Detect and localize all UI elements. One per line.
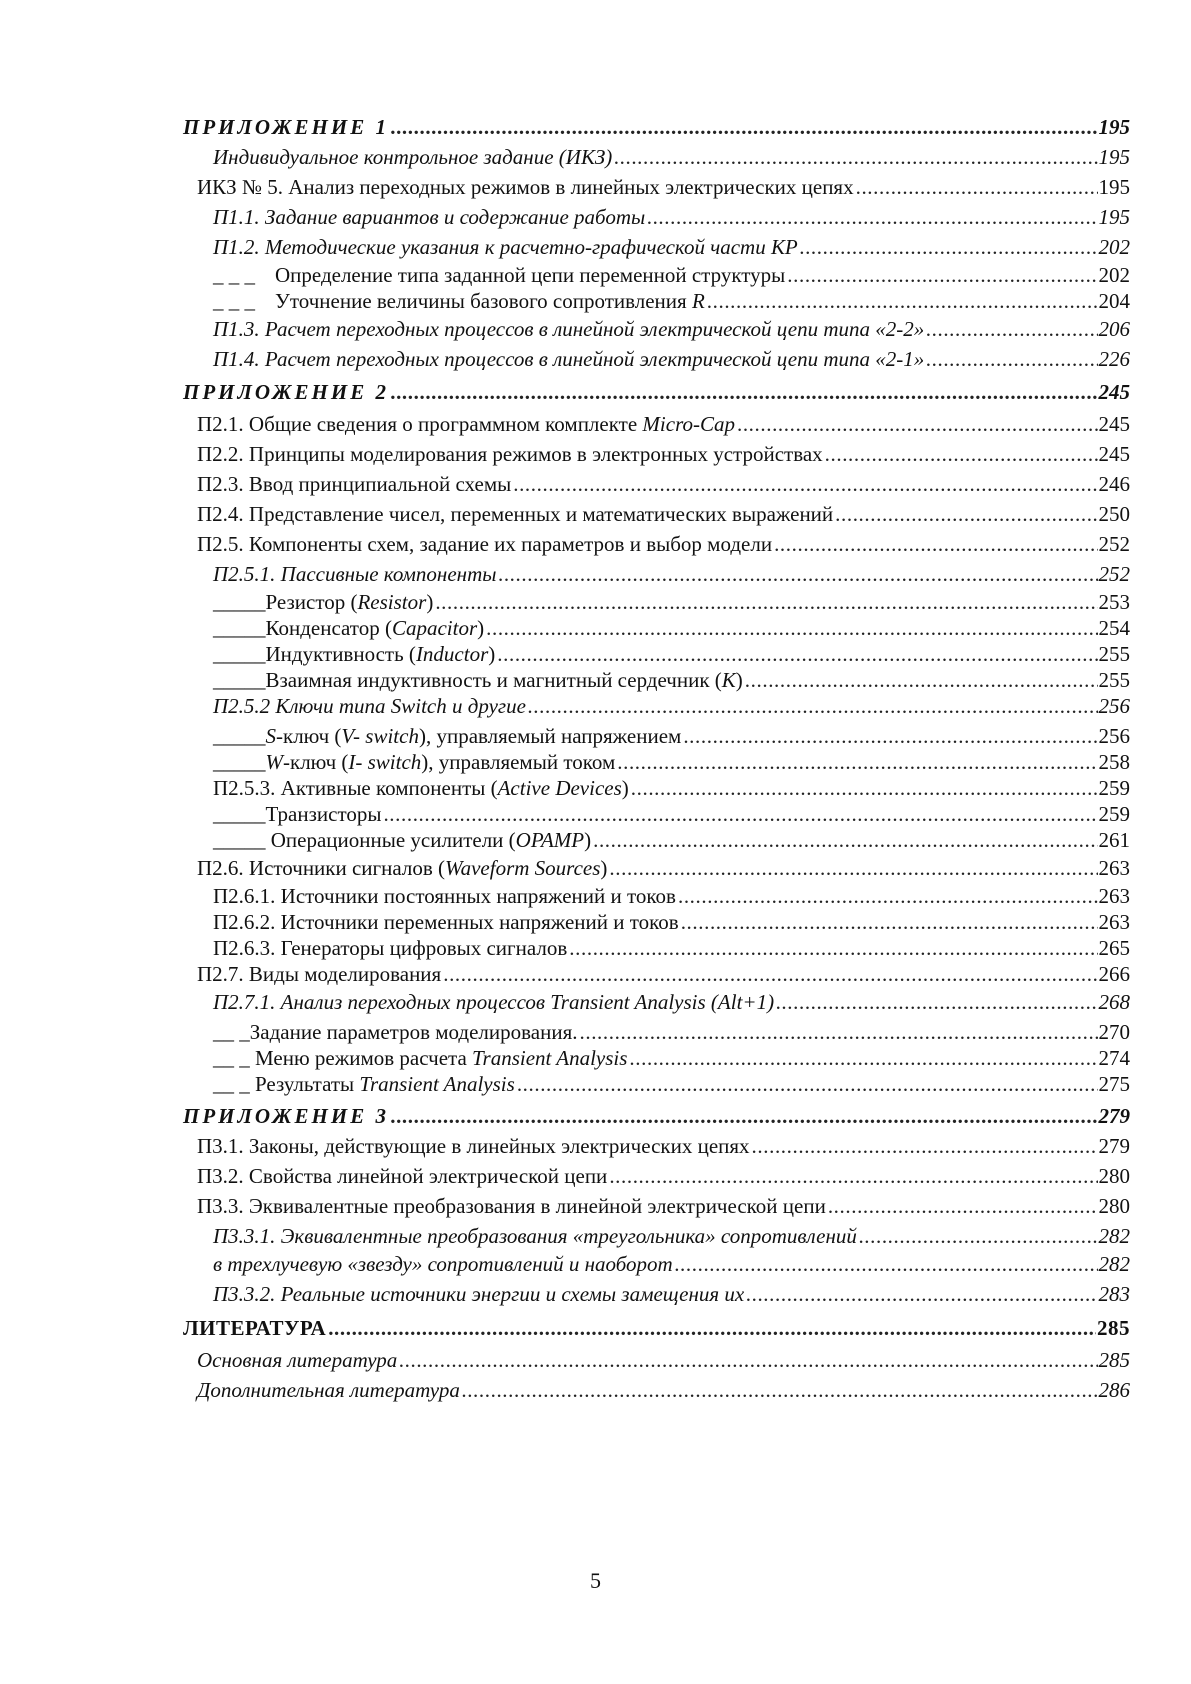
toc-entry-text-italic: K (721, 668, 736, 692)
toc-entry-text: П3.3.2. Реальные источники энергии и схемы замещения их (213, 1282, 745, 1306)
dot-leader (675, 1251, 1098, 1277)
toc-entry-title (197, 411, 737, 437)
toc-entry-page: 246 (1098, 472, 1130, 496)
toc-entry-text-end: ) (735, 668, 743, 692)
toc-entry-title (197, 1133, 752, 1159)
toc-entry-page: 259 (1098, 802, 1130, 826)
toc-entry-text: Операционные усилители ( (265, 828, 516, 852)
toc-entry-title (183, 379, 391, 405)
toc-entry-page: 258 (1098, 750, 1130, 774)
toc-entry-text: П2.6.2. Источники переменных напряжений и токов (213, 910, 679, 934)
toc-heading-entry (183, 1099, 1130, 1129)
toc-entry-page: 265 (1098, 936, 1130, 960)
toc-entry-text: П3.2. Свойства линейной электрической цепи (197, 1164, 608, 1188)
toc-entry-text-italic: W (265, 750, 283, 774)
toc-entry-title (213, 827, 593, 853)
dot-leader (513, 471, 1097, 497)
toc-entry-page: 252 (1098, 532, 1130, 556)
toc-entry-prefix: _ _ _ (213, 289, 255, 313)
dot-leader (391, 114, 1098, 140)
page-number: 5 (590, 1568, 601, 1593)
toc-entry-text: П2.5.1. Пассивные компоненты (213, 562, 497, 586)
toc-entry-title (213, 1281, 746, 1307)
toc-entry-title (183, 1103, 391, 1129)
toc-entry-text: П2.4. Представление чисел, переменных и математических выражений (197, 502, 834, 526)
toc-entry-page: 245 (1098, 442, 1130, 466)
toc-entry (213, 823, 1130, 853)
toc-entry-title (197, 531, 774, 557)
toc-entry-title (197, 471, 513, 497)
toc-entry-prefix: _____ (213, 590, 266, 614)
toc-entry (213, 230, 1130, 260)
toc-entry-text-end: ), управляемый током (421, 750, 616, 774)
toc-entry-page: 261 (1098, 828, 1130, 852)
dot-leader (926, 316, 1097, 342)
dot-leader (800, 234, 1098, 260)
toc-heading-entry (183, 110, 1130, 140)
toc-entry-title (213, 144, 614, 170)
toc-entry (213, 689, 1130, 719)
toc-entry-text: Меню режимов расчета (249, 1046, 473, 1070)
dot-leader (707, 288, 1098, 314)
toc-entry-page: 285 (1097, 1316, 1130, 1340)
toc-entry-page: 263 (1098, 884, 1130, 908)
toc-entry (213, 312, 1130, 342)
toc-entry-text-end: ) (426, 590, 434, 614)
toc-entry-text: П2.5. Компоненты схем, задание их параметров и выбор модели (197, 532, 773, 556)
dot-leader (593, 827, 1097, 853)
toc-entry-text: П2.5.3. Активные компоненты ( (213, 776, 498, 800)
toc-entry-page: 263 (1098, 910, 1130, 934)
toc-entry-page: 250 (1098, 502, 1130, 526)
dot-leader (737, 411, 1098, 437)
toc-entry-page: 195 (1098, 145, 1130, 169)
toc-entry (197, 1373, 1130, 1403)
toc-entry-text-italic: S (265, 724, 276, 748)
dot-leader (528, 693, 1098, 719)
toc-entry-text: Дополнительная литература (197, 1378, 460, 1402)
dot-leader (859, 1223, 1098, 1249)
toc-entry-text: П2.3. Ввод принципиальной схемы (197, 472, 512, 496)
toc-entry-text: Задание параметров моделирования. (249, 1020, 578, 1044)
toc-entry-title (197, 1163, 609, 1189)
toc-entry-page: 253 (1098, 590, 1130, 614)
toc-entry-title (213, 1251, 675, 1277)
dot-leader (609, 855, 1097, 881)
toc-entry-text: ПРИЛОЖЕНИЕ 3 (183, 1104, 389, 1128)
toc-entry-page: 275 (1098, 1072, 1130, 1096)
toc-entry-prefix: __ _ (213, 1072, 250, 1096)
dot-leader (856, 174, 1098, 200)
toc-entry-text-end: ) (488, 642, 496, 666)
toc-entry-page: 202 (1098, 263, 1130, 287)
toc-entry-text-italic: V- switch (341, 724, 419, 748)
toc-entry-title (197, 961, 443, 987)
toc-entry-text-italic: Inductor (415, 642, 489, 666)
toc-entry-title (197, 855, 609, 881)
toc-entry-text: ИКЗ № 5. Анализ переходных режимов в линейных электрических цепях (197, 175, 854, 199)
toc-entry-page: 252 (1098, 562, 1130, 586)
dot-leader (443, 961, 1097, 987)
toc-entry-page: 279 (1098, 1104, 1130, 1128)
toc-entry (213, 1219, 1130, 1249)
toc-entry-text: П2.1. Общие сведения о программном комплекте (197, 412, 643, 436)
toc-entry-text-italic: Waveform Sources (445, 856, 601, 880)
toc-entry (213, 1247, 1130, 1277)
toc-entry-title (197, 1193, 828, 1219)
toc-entry-page: 282 (1098, 1224, 1130, 1248)
toc-entry (197, 467, 1130, 497)
dot-leader (647, 204, 1097, 230)
toc-entry-page: 195 (1098, 175, 1130, 199)
dot-leader (825, 441, 1098, 467)
toc-entry-prefix: _____ (213, 642, 266, 666)
toc-entry-text-end: ) (584, 828, 592, 852)
toc-entry-text: Результаты (249, 1072, 360, 1096)
toc-entry-text-italic: Micro-Cap (642, 412, 735, 436)
toc-entry-prefix: _ _ _ (213, 263, 255, 287)
toc-entry (213, 1277, 1130, 1307)
toc-entry-text-italic: Active Devices (497, 776, 622, 800)
toc-entry-page: 256 (1098, 694, 1130, 718)
toc-entry-page: 282 (1098, 1252, 1130, 1276)
toc-entry-prefix: _____ (213, 616, 266, 640)
toc-entry-title (213, 204, 647, 230)
toc-entry (197, 1343, 1130, 1373)
toc-entry-text: ПРИЛОЖЕНИЕ 1 (183, 115, 389, 139)
toc-entry-page: 280 (1098, 1164, 1130, 1188)
dot-leader (462, 1377, 1098, 1403)
toc-entry-text: П2.5.2 Ключи типа Switch и другие (213, 694, 526, 718)
dot-leader (746, 1281, 1097, 1307)
toc-entry-prefix: __ _ (213, 1020, 250, 1044)
toc-entry-text: П1.3. Расчет переходных процессов в линейной электрической цепи типа «2-2» (213, 317, 925, 341)
toc-entry-text-italic: Capacitor (391, 616, 478, 640)
toc-entry-title (213, 346, 926, 372)
dot-leader (498, 561, 1097, 587)
toc-entry-page: 256 (1098, 724, 1130, 748)
toc-entry (197, 851, 1130, 881)
toc-entry-text-italic: I- switch (348, 750, 422, 774)
toc-entry (213, 342, 1130, 372)
toc-entry-prefix: _____ (213, 668, 266, 692)
toc-entry-page: 255 (1098, 642, 1130, 666)
toc-entry-title (213, 1223, 859, 1249)
toc-entry-title (197, 174, 856, 200)
toc-entry-page: 206 (1098, 317, 1130, 341)
toc-entry-page: 204 (1098, 289, 1130, 313)
toc-entry-title (213, 288, 707, 314)
toc-entry-title (197, 501, 835, 527)
toc-entry (213, 985, 1130, 1015)
toc-entry-text-italic: R (691, 289, 705, 313)
toc-entry-text-end: ) (621, 776, 629, 800)
dot-leader (517, 1071, 1098, 1097)
toc-entry-text: П2.2. Принципы моделирования режимов в электронных устройствах (197, 442, 823, 466)
toc-entry-text: Взаимная индуктивность и магнитный сердечник ( (265, 668, 722, 692)
toc-entry-text: ПРИЛОЖЕНИЕ 2 (183, 380, 389, 404)
toc-entry-text: П2.7. Виды моделирования (197, 962, 442, 986)
dot-leader (399, 1347, 1097, 1373)
toc-entry-title (183, 114, 391, 140)
toc-entry-text: Уточнение величины базового сопротивления (275, 289, 692, 313)
toc-entry-page: 255 (1098, 668, 1130, 692)
toc-entry-page: 279 (1098, 1134, 1130, 1158)
toc-entry-page: 266 (1098, 962, 1130, 986)
toc-entry-page: 245 (1098, 380, 1130, 404)
toc-entry (197, 437, 1130, 467)
toc-entry-prefix: _____ (213, 802, 266, 826)
toc-entry-page: 254 (1098, 616, 1130, 640)
toc-entry-text: Резистор ( (265, 590, 358, 614)
toc-entry (197, 957, 1130, 987)
dot-leader (776, 989, 1097, 1015)
toc-entry-text-end: ) (477, 616, 485, 640)
toc-entry-text-italic: Transient Analysis (472, 1046, 628, 1070)
toc-entry-page: 195 (1098, 205, 1130, 229)
toc-entry-page: 245 (1098, 412, 1130, 436)
toc-entry-text: П2.6. Источники сигналов ( (197, 856, 446, 880)
toc-entry-text: в трехлучевую «звезду» сопротивлений и наоборот (213, 1252, 673, 1276)
toc-entry-text: П3.1. Законы, действующие в линейных электрических цепях (197, 1134, 750, 1158)
dot-leader (614, 144, 1097, 170)
toc-entry-text: Индуктивность ( (265, 642, 416, 666)
toc-entry-text: П3.3. Эквивалентные преобразования в линейной электрической цепи (197, 1194, 826, 1218)
dot-leader (752, 1133, 1098, 1159)
toc-entry (197, 527, 1130, 557)
dot-leader (609, 1163, 1097, 1189)
toc-entry-text: П2.6.3. Генераторы цифровых сигналов (213, 936, 568, 960)
dot-leader (391, 1103, 1098, 1129)
toc-entry-page: 195 (1098, 115, 1130, 139)
toc-entry-page: 280 (1098, 1194, 1130, 1218)
toc-entry-prefix: _____ (213, 828, 266, 852)
toc-entry-text: -ключ ( (276, 724, 342, 748)
toc-entry-page: 268 (1098, 990, 1130, 1014)
dot-leader (926, 346, 1097, 372)
toc-entry-text: ЛИТЕРАТУРА (183, 1316, 327, 1340)
toc-entry (197, 1189, 1130, 1219)
toc-entry-title (197, 1347, 399, 1373)
toc-entry (197, 1159, 1130, 1189)
dot-leader (835, 501, 1097, 527)
toc-entry-text-italic: Transient Analysis (359, 1072, 515, 1096)
toc-entry-page: 263 (1098, 856, 1130, 880)
toc-entry-text-end: ) (600, 856, 608, 880)
dot-leader (328, 1315, 1096, 1341)
toc-entry-title (213, 989, 776, 1015)
toc-entry-page: 285 (1098, 1348, 1130, 1372)
toc-entry-text: Индивидуальное контрольное задание (ИКЗ) (213, 145, 613, 169)
dot-leader (391, 379, 1098, 405)
toc-entry-page: 270 (1098, 1020, 1130, 1044)
toc-entry-text-end: ), управляемый напряжением (418, 724, 682, 748)
toc-entry-title (213, 561, 498, 587)
toc-entry-text: Транзисторы (265, 802, 382, 826)
toc-entry-page: 286 (1098, 1378, 1130, 1402)
toc-entry-page: 226 (1098, 347, 1130, 371)
toc-entry-text: П1.1. Задание вариантов и содержание работы (213, 205, 646, 229)
toc-entry (197, 1129, 1130, 1159)
toc-entry-text-italic: OPAMP (515, 828, 585, 852)
toc-entry (197, 407, 1130, 437)
toc-entry-title (183, 1315, 328, 1341)
toc-heading-entry (183, 1311, 1130, 1341)
toc-entry-title (197, 441, 825, 467)
toc-entry-page: 283 (1098, 1282, 1130, 1306)
toc-entry-text: П1.2. Методические указания к расчетно-графической части КР (213, 235, 798, 259)
toc-entry (213, 200, 1130, 230)
toc-heading-entry (183, 375, 1130, 405)
dot-leader (828, 1193, 1098, 1219)
toc-entry-text-italic: Resistor (357, 590, 427, 614)
toc-entry-page: 202 (1098, 235, 1130, 259)
toc-entry-text: Основная литература (197, 1348, 398, 1372)
toc-entry-title (213, 1071, 517, 1097)
toc-entry-title (213, 234, 800, 260)
toc-entry-text: П2.6.1. Источники постоянных напряжений и токов (213, 884, 676, 908)
toc-entry-text: Определение типа заданной цепи переменной структуры (275, 263, 786, 287)
toc-entry (213, 557, 1130, 587)
toc-entry (213, 140, 1130, 170)
toc-entry-page: 259 (1098, 776, 1130, 800)
toc-entry-title (197, 1377, 462, 1403)
toc-entry-text: Конденсатор ( (265, 616, 392, 640)
toc-entry (197, 170, 1130, 200)
toc-entry-title (213, 693, 528, 719)
toc-entry-page: 274 (1098, 1046, 1130, 1070)
toc-entry-title (213, 316, 926, 342)
dot-leader (774, 531, 1097, 557)
toc-entry-text: П1.4. Расчет переходных процессов в линейной электрической цепи типа «2-1» (213, 347, 925, 371)
toc-entry-prefix: _____ (213, 750, 266, 774)
toc-entry-text: П3.3.1. Эквивалентные преобразования «треугольника» сопротивлений (213, 1224, 857, 1248)
toc-entry (213, 284, 1130, 314)
toc-entry-prefix: _____ (213, 724, 266, 748)
toc-entry (197, 497, 1130, 527)
toc-entry-text: -ключ ( (283, 750, 349, 774)
toc-entry-prefix: __ _ (213, 1046, 250, 1070)
toc-entry (213, 1067, 1130, 1097)
toc-entry-text: П2.7.1. Анализ переходных процессов Transient Analysis (Alt+1) (213, 990, 775, 1014)
